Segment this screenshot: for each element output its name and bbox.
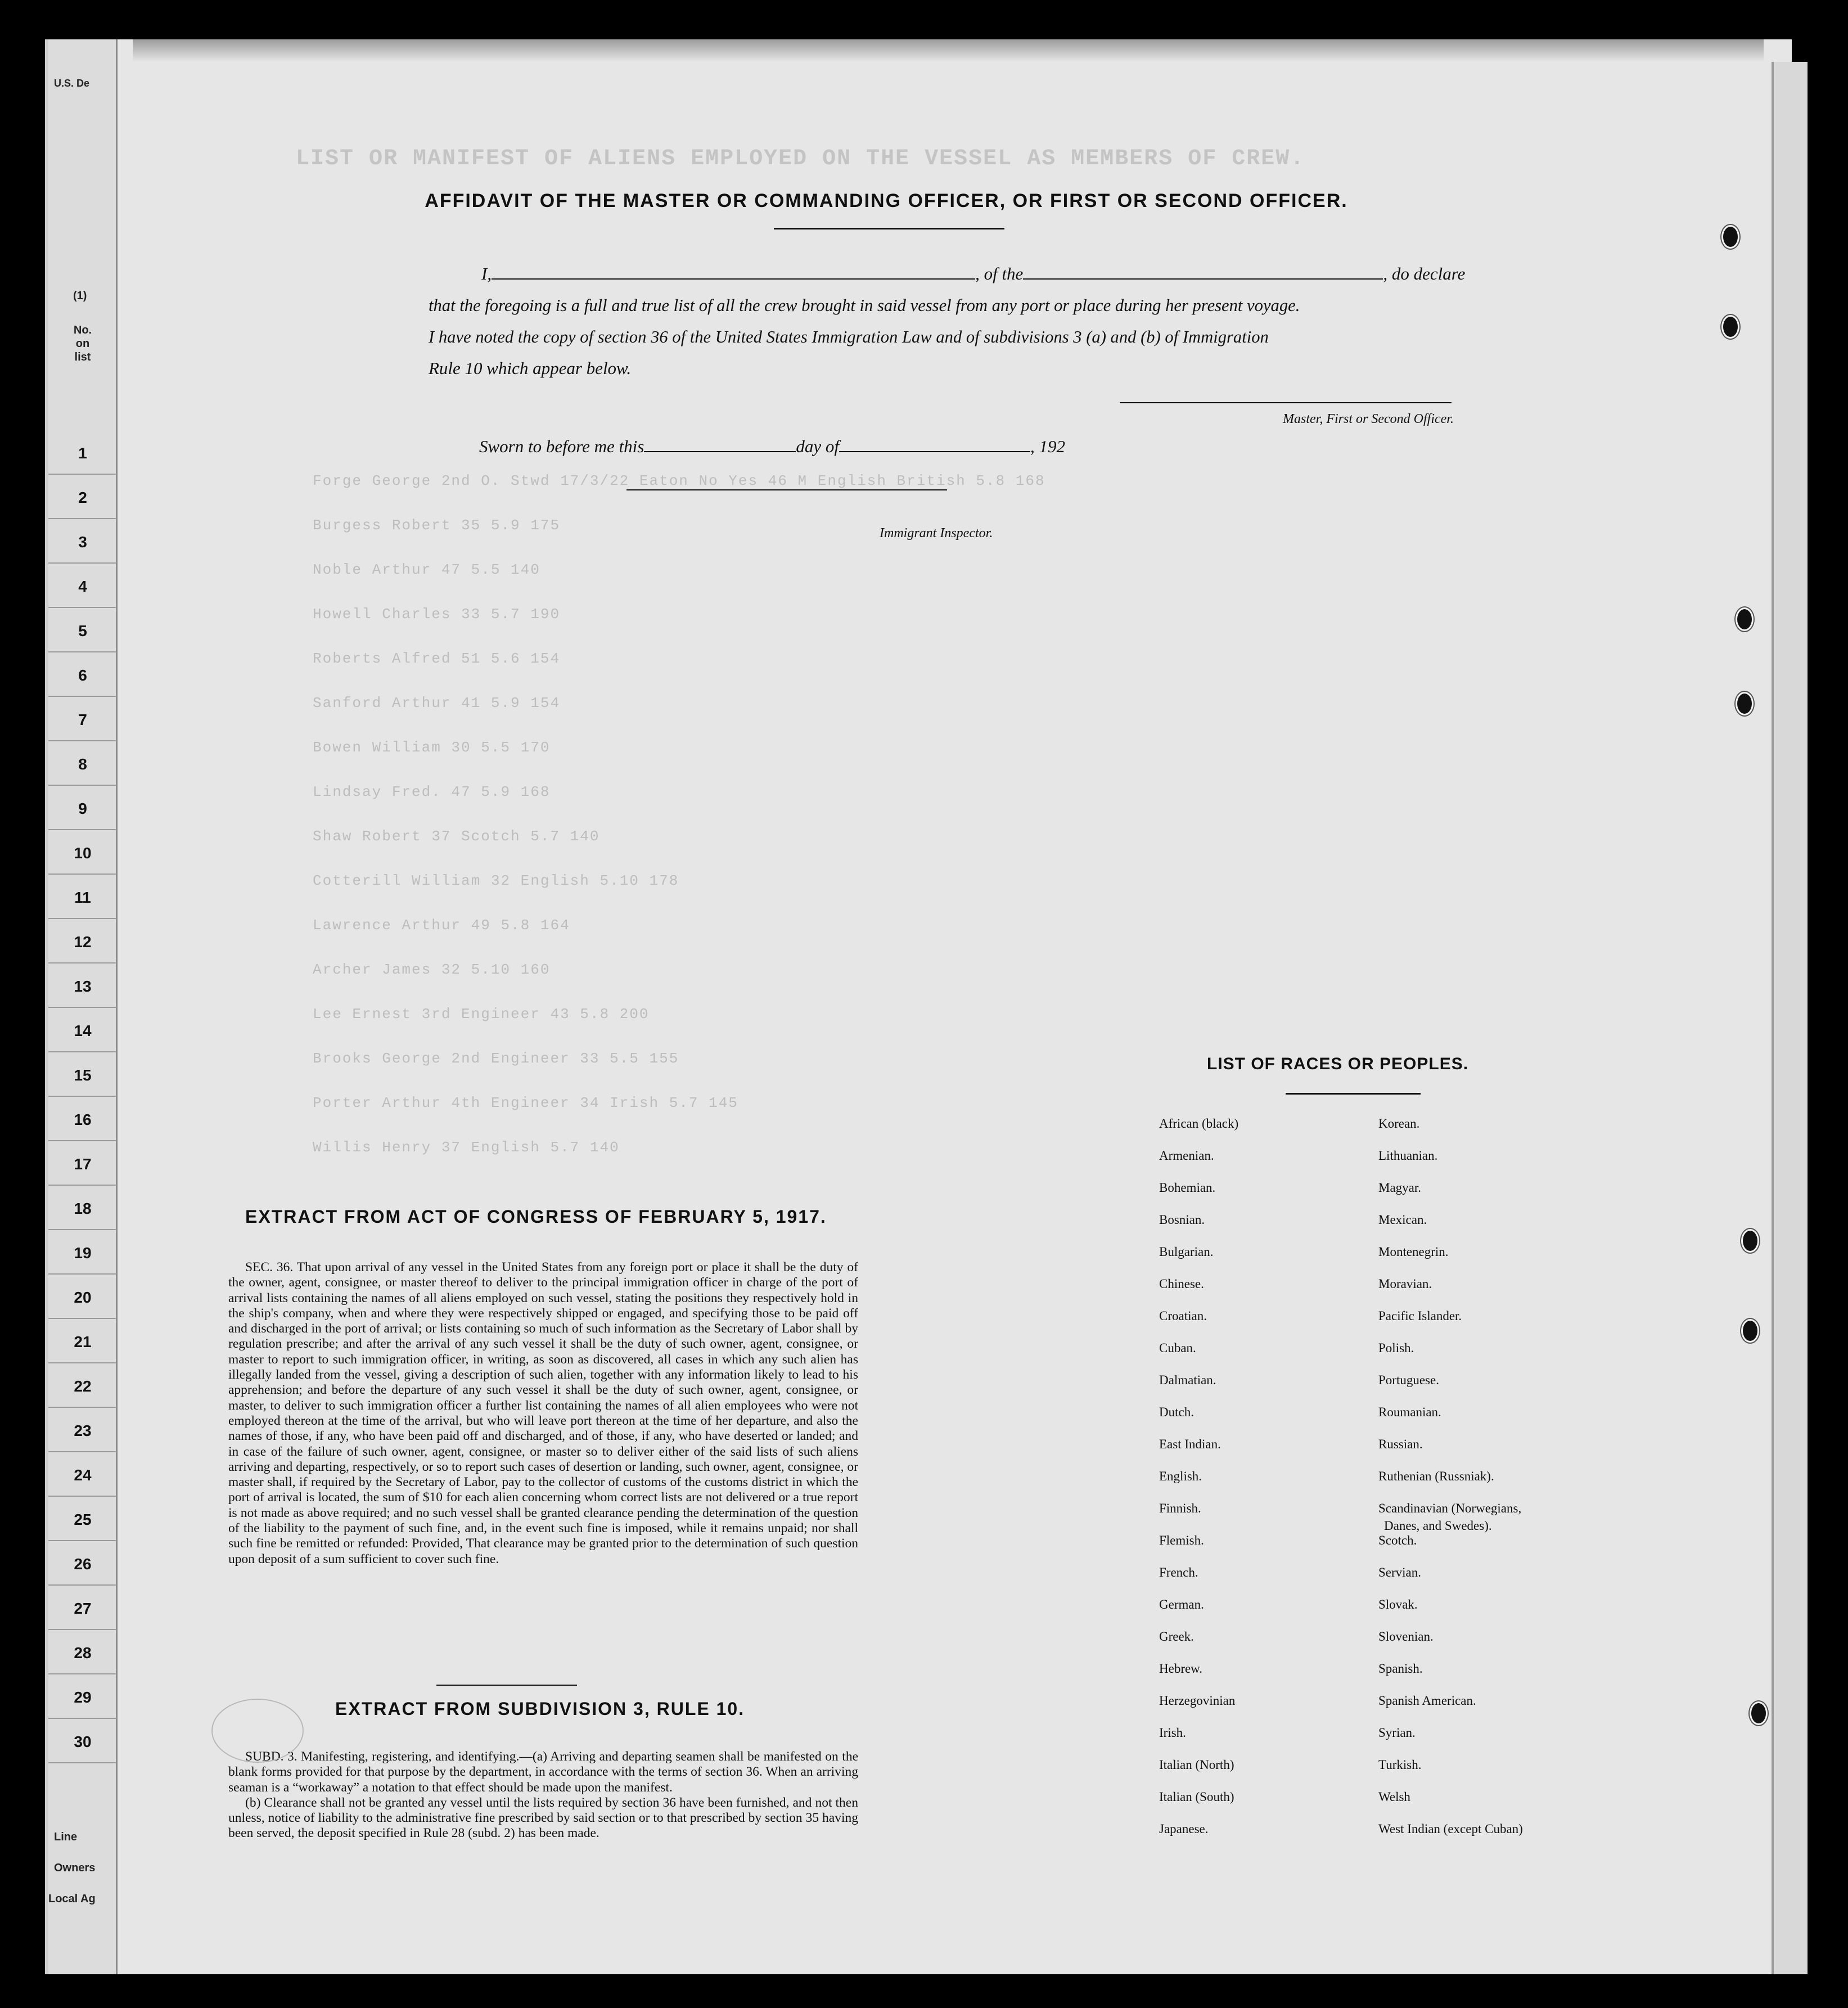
row-number: 2 xyxy=(78,489,87,506)
row-divider xyxy=(48,474,116,475)
bleedthrough-row: Willis Henry 37 English 5.7 140 xyxy=(313,1139,620,1156)
declaration-line-4: Rule 10 which appear below. xyxy=(429,358,632,378)
race-item: Pacific Islander. xyxy=(1378,1309,1462,1323)
inspector-signature-line[interactable] xyxy=(626,489,947,490)
row-divider xyxy=(48,1273,116,1275)
row-number: 25 xyxy=(74,1511,92,1528)
row-number: 29 xyxy=(74,1689,92,1706)
row-number-strip xyxy=(48,39,118,1974)
race-item: Bosnian. xyxy=(1159,1213,1205,1227)
race-item: Portuguese. xyxy=(1378,1373,1439,1387)
owners-label: Owners xyxy=(54,1862,96,1874)
race-item: Italian (North) xyxy=(1159,1758,1234,1772)
bleedthrough-row: Archer James 32 5.10 160 xyxy=(313,961,551,978)
race-item: Italian (South) xyxy=(1159,1790,1234,1804)
bleedthrough-row: Forge George 2nd O. Stwd 17/3/22 Eaton No Yes 46 M English British 5.8 168 xyxy=(313,472,1045,489)
race-item: Russian. xyxy=(1378,1437,1423,1451)
extract-rule-title: EXTRACT FROM SUBDIVISION 3, RULE 10. xyxy=(335,1699,745,1719)
race-item: Spanish. xyxy=(1378,1662,1423,1676)
strip-top-label: U.S. De xyxy=(54,78,90,89)
race-item: Slovak. xyxy=(1378,1597,1418,1611)
race-item: Finnish. xyxy=(1159,1501,1201,1515)
row-divider xyxy=(48,1451,116,1452)
affidavit-title: AFFIDAVIT OF THE MASTER OR COMMANDING OFFICER, OR FIRST OR SECOND OFFICER. xyxy=(425,190,1348,211)
row-divider xyxy=(48,1540,116,1541)
sworn-text: Sworn to before me this xyxy=(479,436,644,456)
race-item: Japanese. xyxy=(1159,1822,1209,1836)
master-signature-line[interactable] xyxy=(1120,402,1452,403)
row-number: 5 xyxy=(78,622,87,640)
row-number: 6 xyxy=(78,667,87,684)
row-divider xyxy=(48,1140,116,1141)
race-item: Moravian. xyxy=(1378,1277,1432,1291)
race-item: French. xyxy=(1159,1565,1198,1579)
row-divider xyxy=(48,918,116,919)
sworn-day-blank[interactable] xyxy=(644,436,796,452)
extract-divider xyxy=(436,1685,577,1686)
race-item: Herzegovinian xyxy=(1159,1694,1236,1708)
sworn-month-blank[interactable] xyxy=(839,436,1030,452)
race-item: Greek. xyxy=(1159,1629,1194,1644)
race-item: Turkish. xyxy=(1378,1758,1422,1772)
binder-hole xyxy=(1736,607,1754,631)
race-item: Croatian. xyxy=(1159,1309,1207,1323)
row-divider xyxy=(48,518,116,519)
bleedthrough-header: LIST OR MANIFEST OF ALIENS EMPLOYED ON THE VESSEL AS MEMBERS OF CREW. xyxy=(296,146,1305,172)
binder-hole xyxy=(1741,1319,1759,1343)
race-item: Scandinavian (Norwegians, xyxy=(1378,1501,1522,1515)
declaration-line-1 xyxy=(481,259,1465,289)
do-declare-text: , do declare xyxy=(1383,264,1466,283)
race-item: Slovenian. xyxy=(1378,1629,1434,1644)
row-divider xyxy=(48,562,116,564)
row-number: 20 xyxy=(74,1289,92,1306)
race-item: German. xyxy=(1159,1597,1204,1611)
row-divider xyxy=(48,1407,116,1408)
bleedthrough-row: Shaw Robert 37 Scotch 5.7 140 xyxy=(313,828,600,845)
races-title: LIST OF RACES OR PEOPLES. xyxy=(1207,1055,1469,1073)
row-divider xyxy=(48,1762,116,1763)
declarant-prefix: I, xyxy=(481,264,492,283)
row-number: 10 xyxy=(74,844,92,862)
declaration-line-2: that the foregoing is a full and true list of all the crew brought in said vessel from any port or place during her present voyage. xyxy=(429,296,1300,315)
row-divider xyxy=(48,1629,116,1630)
section-36-text xyxy=(228,1260,858,1567)
day-of-text: day of xyxy=(796,436,839,456)
row-number: 16 xyxy=(74,1111,92,1128)
race-item: Irish. xyxy=(1159,1726,1186,1740)
row-divider xyxy=(48,829,116,830)
bleedthrough-row: Sanford Arthur 41 5.9 154 xyxy=(313,695,561,712)
race-item: Syrian. xyxy=(1378,1726,1416,1740)
race-item: Dalmatian. xyxy=(1159,1373,1216,1387)
binder-hole xyxy=(1721,225,1739,249)
row-number: 9 xyxy=(78,800,87,817)
race-item: Montenegrin. xyxy=(1378,1245,1449,1259)
race-item: Lithuanian. xyxy=(1378,1149,1438,1163)
race-item: Polish. xyxy=(1378,1341,1414,1355)
race-item: Hebrew. xyxy=(1159,1662,1203,1676)
row-divider xyxy=(48,1362,116,1363)
bleedthrough-row: Roberts Alfred 51 5.6 154 xyxy=(313,650,561,667)
declarant-name-blank[interactable] xyxy=(492,264,975,280)
manifest-sheet xyxy=(45,39,1792,1974)
race-item: African (black) xyxy=(1159,1116,1239,1131)
binder-hole xyxy=(1721,315,1739,339)
master-label: Master, First or Second Officer. xyxy=(1283,412,1454,426)
race-item: Flemish. xyxy=(1159,1533,1204,1547)
race-item: Scotch. xyxy=(1378,1533,1417,1547)
row-divider xyxy=(48,740,116,741)
bleedthrough-row: Lee Ernest 3rd Engineer 43 5.8 200 xyxy=(313,1006,650,1023)
race-scandinavian-cont: Danes, and Swedes). xyxy=(1384,1519,1492,1533)
row-divider xyxy=(48,1496,116,1497)
rule-10-paragraph-b: (b) Clearance shall not be granted any vessel until the lists required by section 36 have been furnished, and not then unless, notice of liability to the administrative fine prescribed by said section or to that prescribed by section 35 having been served, the deposit specified in Rule 28 (subd. 2) has been made. xyxy=(228,1795,858,1841)
row-number: 22 xyxy=(74,1377,92,1395)
row-number: 23 xyxy=(74,1422,92,1439)
bleedthrough-row: Cotterill William 32 English 5.10 178 xyxy=(313,872,679,889)
race-item: West Indian (except Cuban) xyxy=(1378,1822,1523,1836)
row-divider xyxy=(48,1185,116,1186)
race-item: Korean. xyxy=(1378,1116,1420,1131)
line-label: Line xyxy=(54,1831,78,1843)
row-divider xyxy=(48,1318,116,1319)
row-divider xyxy=(48,1584,116,1586)
binder-hole xyxy=(1741,1229,1759,1253)
row-number: 26 xyxy=(74,1555,92,1573)
race-item: Bulgarian. xyxy=(1159,1245,1214,1259)
bleedthrough-row: Lawrence Arthur 49 5.8 164 xyxy=(313,917,570,934)
extract-act-title: EXTRACT FROM ACT OF CONGRESS OF FEBRUARY 5, 1917. xyxy=(245,1206,827,1227)
row-number: 18 xyxy=(74,1200,92,1217)
bleedthrough-row: Lindsay Fred. 47 5.9 168 xyxy=(313,784,551,800)
rule-10-paragraph-a: SUBD. 3. Manifesting, registering, and identifying.—(a) Arriving and departing seamen shall be manifested on the blank forms provided for that purpose by the department, in accordance with the terms of section 36. When an arriving seaman is a “workaway” a notation to that effect should be made upon the manifest. xyxy=(228,1749,858,1795)
section-36-paragraph: SEC. 36. That upon arrival of any vessel in the United States from any foreign port or place it shall be the duty of the owner, agent, consignee, or master thereof to deliver to the principal immigration officer in charge of the port of arrival lists containing the names of all aliens employed on such vessel, stating the positions they respectively hold in the ship's company, when and where they were respectively shipped or engaged, and specifying those to be paid off and discharged in the port of arrival; or lists containing so much of such information as the Secretary of Labor shall by regulation prescribe; and after the arrival of any such vessel it shall be the duty of such owner, agent, consignee, or master to report to such immigration officer, in writing, as soon as discovered, all cases in which any such alien has illegally landed from the vessel, giving a description of such alien, together with any information likely to lead to his apprehension; and before the departure of any such vessel it shall be the duty of such owner, agent, consignee, or master, to deliver to such immigration officer a further list containing the names of all alien employees who were not employed thereon at the time of the arrival, but who will leave port thereon at the time of her departure, and also the names of those, if any, who have been paid off and discharged, and of those, if any, who have deserted or landed; and in case of the failure of such owner, agent, consignee, or master so to deliver either of the said lists of such aliens arriving and departing, respectively, or so to report such cases of desertion or landing, such owner, agent, consignee, or master shall, if required by the Secretary of Labor, pay to the collector of customs of the customs district in which the port of arrival is located, the sum of $10 for each alien concerning whom correct lists are not delivered or a true report is not made as above required; and no such vessel shall be granted clearance pending the determination of the question of the liability to the payment of such fine, and, in the event such fine is imposed, while it remains unpaid; nor shall such fine be remitted or refunded: Provided, That clearance may be granted prior to the determination of such question upon deposit of a sum sufficient to cover such fine. xyxy=(228,1260,858,1566)
row-number: 19 xyxy=(74,1244,92,1262)
row-number: 7 xyxy=(78,711,87,728)
row-number: 15 xyxy=(74,1066,92,1084)
row-divider xyxy=(48,607,116,608)
row-divider xyxy=(48,1051,116,1052)
row-number: 11 xyxy=(74,889,91,906)
column-marker: (1) xyxy=(73,290,87,302)
title-underline xyxy=(774,228,1004,229)
bleedthrough-row: Brooks George 2nd Engineer 33 5.5 155 xyxy=(313,1050,679,1067)
row-divider xyxy=(48,1718,116,1719)
row-number: 12 xyxy=(74,933,92,951)
rule-10-text xyxy=(228,1749,858,1842)
inspection-stamp xyxy=(211,1699,304,1763)
row-number: 24 xyxy=(74,1466,92,1484)
row-divider xyxy=(48,651,116,652)
row-number: 4 xyxy=(78,578,87,595)
races-underline xyxy=(1286,1093,1421,1095)
row-number: 14 xyxy=(74,1022,92,1039)
race-item: Dutch. xyxy=(1159,1405,1194,1419)
row-divider xyxy=(48,1007,116,1008)
bleedthrough-row: Porter Arthur 4th Engineer 34 Irish 5.7 145 xyxy=(313,1095,738,1111)
inspector-label: Immigrant Inspector. xyxy=(880,526,993,541)
race-item: Armenian. xyxy=(1159,1149,1214,1163)
row-divider xyxy=(48,1096,116,1097)
no-on-list-header: No. on list xyxy=(73,324,92,363)
race-item: Mexican. xyxy=(1378,1213,1427,1227)
row-number: 28 xyxy=(74,1644,92,1662)
row-number: 30 xyxy=(74,1733,92,1750)
row-divider xyxy=(48,1229,116,1230)
underlying-page-edge xyxy=(1772,62,1808,1974)
row-divider xyxy=(48,962,116,964)
race-item: Chinese. xyxy=(1159,1277,1204,1291)
race-item: Cuban. xyxy=(1159,1341,1196,1355)
race-item: Ruthenian (Russniak). xyxy=(1378,1469,1494,1483)
row-divider xyxy=(48,696,116,697)
row-number: 3 xyxy=(78,533,87,551)
race-item: Spanish American. xyxy=(1378,1694,1476,1708)
vessel-name-blank[interactable] xyxy=(1023,264,1383,280)
page-edge-shadow xyxy=(133,39,1764,62)
bleedthrough-row: Noble Arthur 47 5.5 140 xyxy=(313,561,540,578)
row-divider xyxy=(48,785,116,786)
row-number: 8 xyxy=(78,755,87,773)
bleedthrough-row: Howell Charles 33 5.7 190 xyxy=(313,606,561,623)
row-divider xyxy=(48,874,116,875)
binder-hole xyxy=(1750,1701,1768,1725)
year-prefix: , 192 xyxy=(1030,436,1065,456)
sworn-line xyxy=(479,431,1065,462)
of-the-text: , of the xyxy=(975,264,1024,283)
bleedthrough-row: Burgess Robert 35 5.9 175 xyxy=(313,517,561,534)
race-item: Magyar. xyxy=(1378,1181,1422,1195)
row-number: 1 xyxy=(78,444,87,462)
row-divider xyxy=(48,1673,116,1674)
local-agent-label: Local Ag xyxy=(48,1893,96,1905)
race-item: Servian. xyxy=(1378,1565,1422,1579)
race-item: English. xyxy=(1159,1469,1202,1483)
race-item: Welsh xyxy=(1378,1790,1410,1804)
race-item: East Indian. xyxy=(1159,1437,1221,1451)
bleedthrough-row: Bowen William 30 5.5 170 xyxy=(313,739,551,756)
row-number: 21 xyxy=(74,1333,92,1350)
declaration-line-3: I have noted the copy of section 36 of the United States Immigration Law and of subdivisions 3 (a) and (b) of Immigration xyxy=(429,327,1269,346)
binder-hole xyxy=(1736,692,1754,715)
row-number: 13 xyxy=(74,978,92,995)
row-number: 17 xyxy=(74,1155,92,1173)
race-item: Roumanian. xyxy=(1378,1405,1441,1419)
race-item: Bohemian. xyxy=(1159,1181,1216,1195)
row-number: 27 xyxy=(74,1600,92,1617)
